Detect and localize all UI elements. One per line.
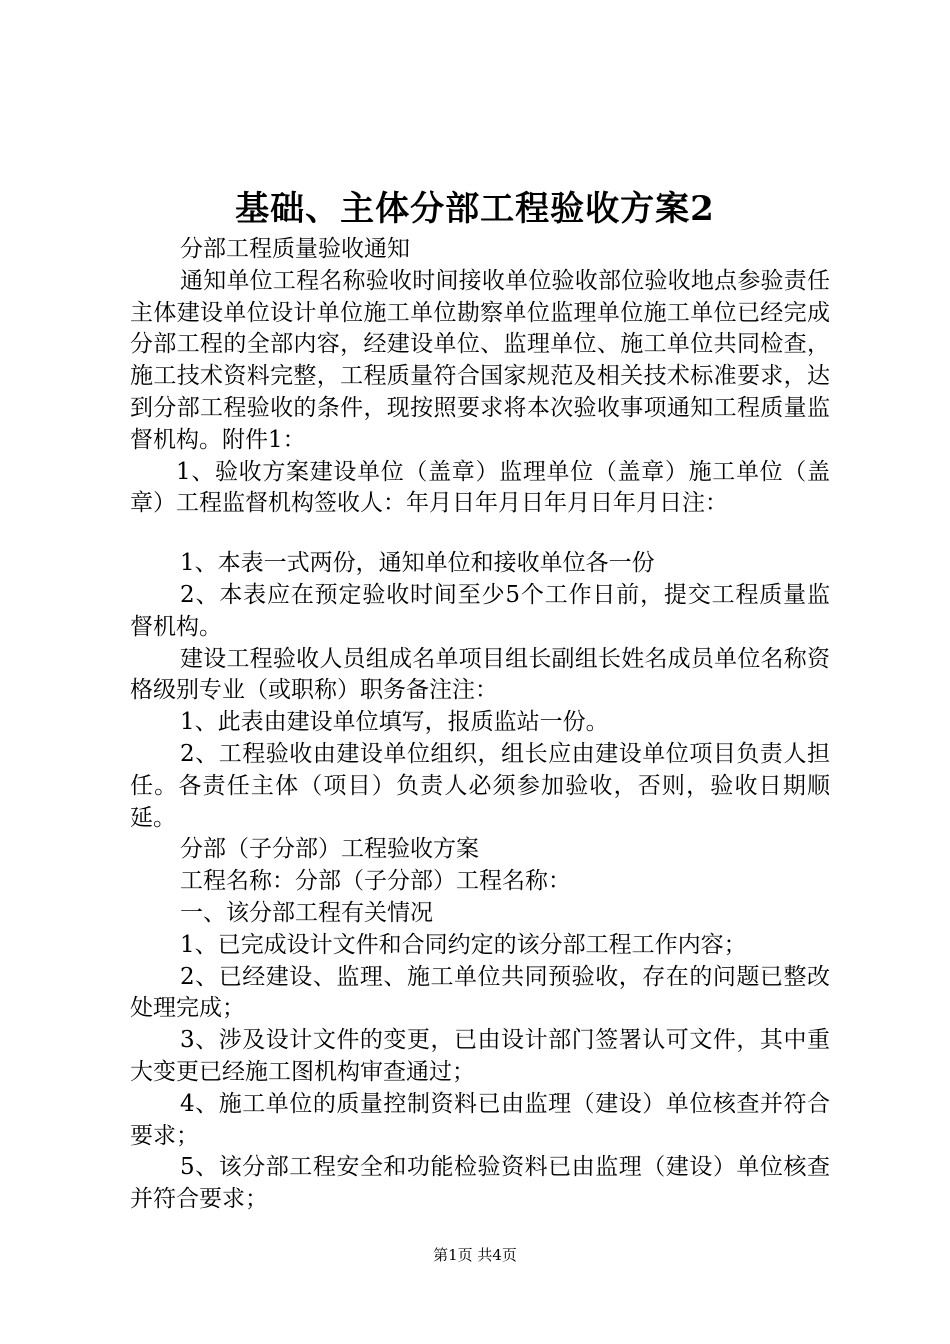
attachment-paragraph: 1、验收方案建设单位（盖章）监理单位（盖章）施工单位（盖章）工程监督机构签收人：年月日年月日年月日年月日注：: [130, 458, 830, 517]
section-heading-plan: 分部（子分部）工程验收方案: [180, 836, 479, 863]
notice-paragraph: 通知单位工程名称验收时间接收单位验收部位验收地点参验责任主体建设单位设计单位施工单位勘察单位监理单位施工单位已经完成分部工程的全部内容，经建设单位、监理单位、施工单位共同检查，施工技术资料完整，工程质量符合国家规范及相关技术标准要求，达到分部工程验收的条件，现按照要求将本次验收事项通知工程质量监督机构。附件1：: [130, 267, 830, 453]
blank-line: [130, 520, 830, 548]
situation-item-3: 3、涉及设计文件的变更，已由设计部门签署认可文件，其中重大变更已经施工图机构审查通过；: [130, 1027, 830, 1085]
page-number: 第1页 共4页: [433, 1246, 517, 1264]
personnel-note-1: 1、此表由建设单位填写，报质监站一份。: [180, 709, 609, 736]
section-heading-notice: 分部工程质量验收通知: [180, 236, 410, 262]
situation-item-5: 5、该分部工程安全和功能检验资料已由监理（建设）单位核查并符合要求；: [130, 1154, 830, 1213]
note-item-1: 1、本表一式两份，通知单位和接收单位各一份: [180, 550, 655, 577]
situation-item-1: 1、已完成设计文件和合同约定的该分部工程工作内容；: [180, 931, 747, 958]
document-body: [130, 234, 830, 1216]
personnel-note-2: 2、工程验收由建设单位组织，组长应由建设单位项目负责人担任。各责任主体（项目）负责人必须参加验收，否则，验收日期顺延。: [130, 740, 830, 831]
situation-item-4: 4、施工单位的质量控制资料已由监理（建设）单位核查并符合要求；: [130, 1090, 830, 1149]
document-title: 基础、主体分部工程验收方案2: [235, 189, 715, 229]
personnel-paragraph: 建设工程验收人员组成名单项目组长副组长姓名成员单位名称资格级别专业（或职称）职务备注注：: [130, 645, 830, 704]
project-name-line: 工程名称：分部（子分部）工程名称：: [180, 868, 571, 895]
note-item-2: 2、本表应在预定验收时间至少5个工作日前，提交工程质量监督机构。: [130, 581, 830, 640]
section-heading-situation: 一、该分部工程有关情况: [180, 899, 433, 926]
situation-item-2: 2、已经建设、监理、施工单位共同预验收，存在的问题已整改处理完成；: [130, 963, 830, 1022]
